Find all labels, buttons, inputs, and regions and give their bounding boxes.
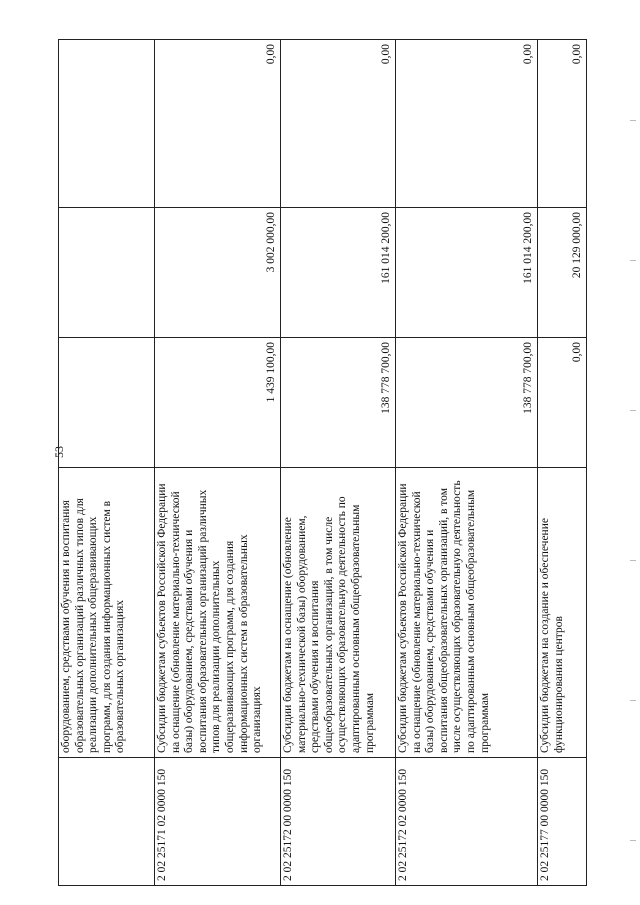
description-cell: Субсидии бюджетам субъектов Российской Федерации на оснащение (обновление материально-технической базы) оборудованием, средствами обучения и воспитания общеобразовательных организаций, в том числе осуществляющих образовательную деятельность по адаптированным основным общеобразовательным программам: [396, 468, 538, 758]
scan-edge-marks: [628, 0, 636, 905]
amount-cell-3: 0,00: [281, 40, 396, 208]
amount-cell-2: [59, 208, 155, 338]
amount-cell-2: 161 014 200,00: [281, 208, 396, 338]
amount-cell-2: 3 002 000,00: [155, 208, 281, 338]
budget-table: [58, 39, 587, 886]
budget-code-cell: 2 02 25171 02 0000 150: [155, 758, 281, 886]
description-cell: оборудованием, средствами обучения и воспитания образовательных организаций различных типов для реализации дополнительных общеразвивающих программ, для создания информационных систем в образовательных организациях: [59, 468, 155, 758]
budget-code-cell: [59, 758, 155, 886]
amount-cell-3: 0,00: [538, 40, 587, 208]
budget-code-cell: 2 02 25172 02 0000 150: [396, 758, 538, 886]
amount-cell-3: 0,00: [155, 40, 281, 208]
amount-cell-1: 138 778 700,00: [396, 338, 538, 468]
amount-cell-3: [59, 40, 155, 208]
description-cell: Субсидии бюджетам на оснащение (обновление материально-технической базы) оборудованием, средствами обучения и воспитания общеобразовательных организаций, в том числе осуществляющих образовательную деятельность по адаптированным основным общеобразовательным программам: [281, 468, 396, 758]
table-row: [155, 40, 281, 886]
description-cell: Субсидии бюджетам субъектов Российской Федерации на оснащение (обновление материально-технической базы) оборудованием, средствами обучения и воспитания образовательных организаций различных типов для реализации дополнительных общеразвивающих программ, для создания информационных систем в образовательных организациях: [155, 468, 281, 758]
amount-cell-2: 161 014 200,00: [396, 208, 538, 338]
amount-cell-1: 1 439 100,00: [155, 338, 281, 468]
page-number: 53: [52, 446, 66, 458]
amount-cell-1: 0,00: [538, 338, 587, 468]
table-row: [396, 40, 538, 886]
budget-code-cell: 2 02 25172 00 0000 150: [281, 758, 396, 886]
table-row: [59, 40, 155, 886]
table-row: [538, 40, 587, 886]
amount-cell-2: 20 129 000,00: [538, 208, 587, 338]
rotated-table-container: [58, 40, 586, 886]
budget-code-cell: 2 02 25177 00 0000 150: [538, 758, 587, 886]
amount-cell-1: [59, 338, 155, 468]
description-cell: Субсидии бюджетам на создание и обеспечение функционирования центров: [538, 468, 587, 758]
table-row: [281, 40, 396, 886]
amount-cell-1: 138 778 700,00: [281, 338, 396, 468]
amount-cell-3: 0,00: [396, 40, 538, 208]
